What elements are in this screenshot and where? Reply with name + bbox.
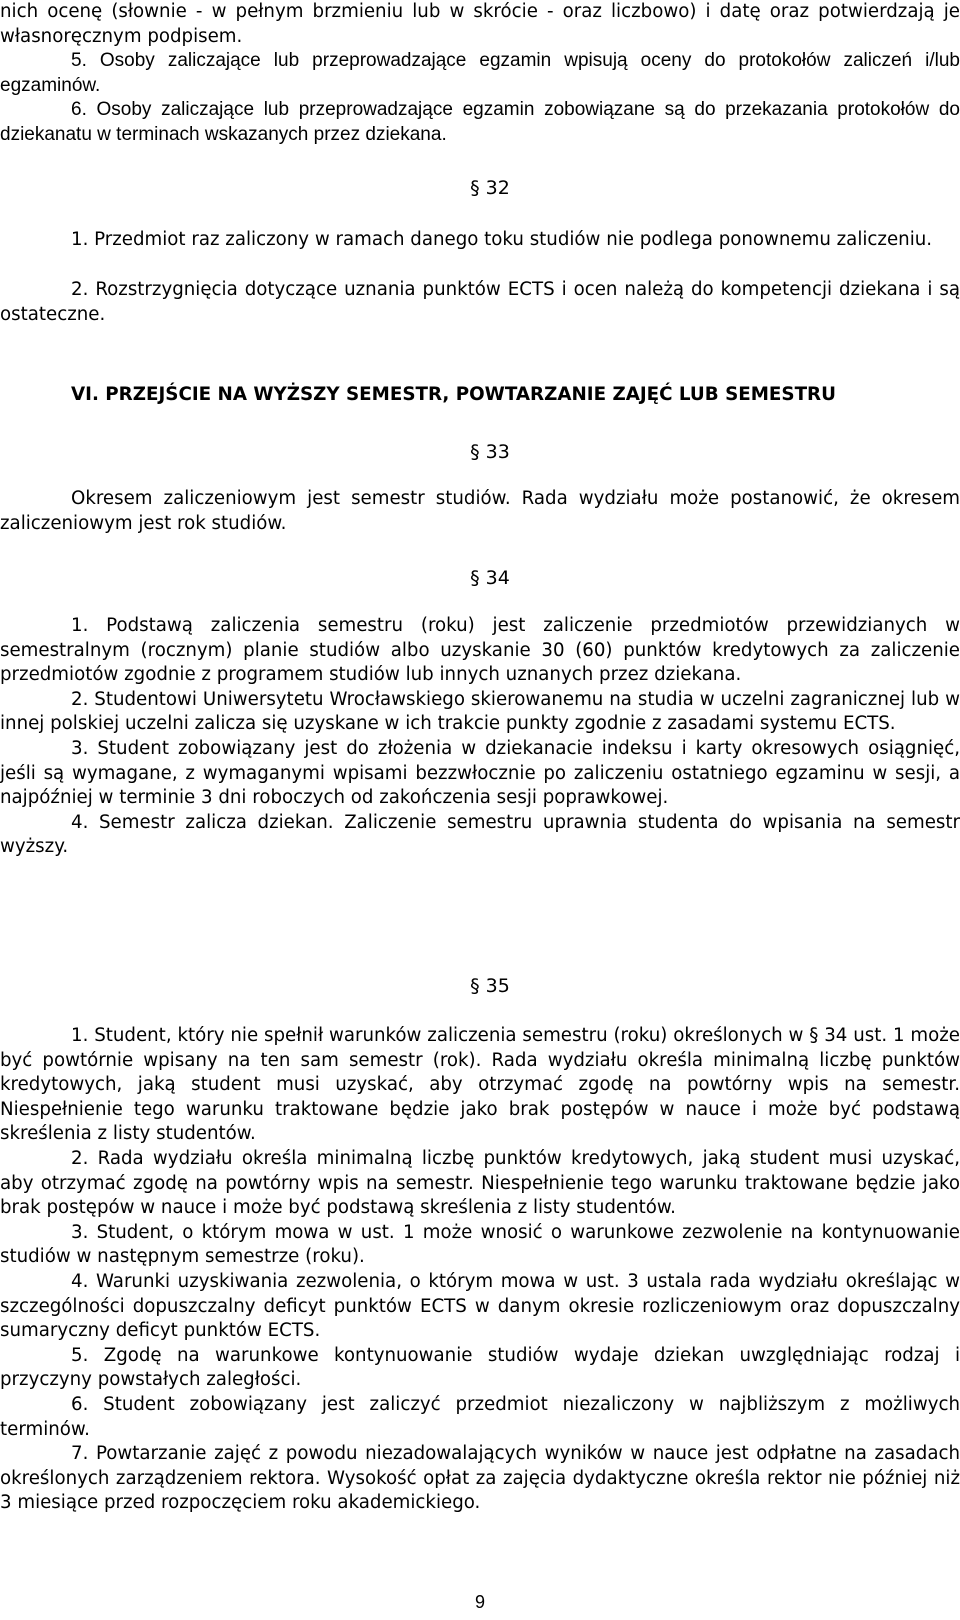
section-mark: § 32: [470, 177, 510, 199]
intro-item-5: 5. Osoby zaliczające lub przeprowadzające egzamin wpisują oceny do protokołów zaliczeń i/lub egzaminów.: [0, 50, 960, 96]
chapter-title: VI. PRZEJŚCIE NA WYŻSZY SEMESTR, POWTARZANIE ZAJĘĆ LUB SEMESTRU: [71, 384, 836, 405]
paragraph: 7. Powtarzanie zajęć z powodu niezadowalających wyników w nauce jest odpłatne na zasadach określonych zarządzeniem rektora. Wysokość opłat za zajęcia dydaktyczne określa rektor nie później niż 3 miesiące przed rozpoczęciem roku akademickiego.: [0, 1443, 960, 1514]
paragraph: 2. Studentowi Uniwersytetu Wrocławskiego skierowanemu na studia w uczelni zagranicznej lub w innej polskiej uczelni zalicza się uzyskane w ich trakcie punkty zgodnie z zasadami systemu ECTS.: [0, 688, 960, 735]
intro-continuation: nich ocenę (słownie - w pełnym brzmieniu lub w skrócie - oraz liczbowo) i datę oraz potwierdzają je własnoręcznym podpisem.: [0, 1, 960, 47]
section-32-item-2: [0, 278, 960, 327]
section-34-mark: [0, 566, 960, 591]
intro-block: [0, 0, 960, 148]
paragraph: 4. Semestr zalicza dziekan. Zaliczenie semestru uprawnia studenta do wpisania na semestr wyższy.: [0, 811, 960, 858]
section-mark: § 35: [470, 975, 510, 997]
section-35-body: [0, 1024, 960, 1516]
paragraph: 3. Student, o którym mowa w ust. 1 może wnosić o warunkowe zezwolenie na kontynuowanie studiów w następnym semestrze (roku).: [0, 1221, 960, 1268]
section-32-item-1: [0, 228, 960, 253]
intro-item-6: 6. Osoby zaliczające lub przeprowadzające egzamin zobowiązane są do przekazania protokołów do dziekanatu w terminach wskazanych przez dziekana.: [0, 99, 960, 145]
paragraph: 6. Student zobowiązany jest zaliczyć przedmiot niezaliczony w najbliższym z możliwych terminów.: [0, 1393, 960, 1440]
paragraph: 3. Student zobowiązany jest do złożenia w dziekanacie indeksu i karty okresowych osiągnięć, jeśli są wymagane, z wymaganymi wpisami bezzwłocznie po zaliczeniu ostatniego egzaminu w sesji, a najpóźniej w terminie 3 dni roboczych od zakończenia sesji poprawkowej.: [0, 737, 960, 809]
paragraph: 1. Student, który nie spełnił warunków zaliczenia semestru (roku) określonych w § 34 ust. 1 może być powtórnie wpisany na ten sam semestr (rok). Rada wydziału określa minimalną liczbę punktów kredytowych, jaką student musi uzyskać, aby otrzymać zgodę na powtórny wpis na semestr. Niespełnienie tego warunku traktowane będzie jako brak postępów w nauce i może być podstawą skreślenia z listy studentów.: [0, 1025, 960, 1145]
section-mark: § 34: [470, 567, 510, 589]
section-33-body: [0, 487, 960, 536]
paragraph: 2. Rozstrzygnięcia dotyczące uznania punktów ECTS i ocen należą do kompetencji dziekana i są ostateczne.: [0, 279, 960, 325]
section-35-mark: [0, 974, 960, 999]
section-mark: § 33: [470, 441, 510, 463]
paragraph: Okresem zaliczeniowym jest semestr studiów. Rada wydziału może postanowić, że okresem zaliczeniowym jest rok studiów.: [0, 488, 960, 534]
paragraph: 4. Warunki uzyskiwania zezwolenia, o którym mowa w ust. 3 ustala rada wydziału określając w szczególności dopuszczalny deficyt punktów ECTS w danym okresie rozliczeniowym oraz dopuszczalny sumaryczny deficyt punktów ECTS.: [0, 1270, 960, 1342]
paragraph: 1. Przedmiot raz zaliczony w ramach danego toku studiów nie podlega ponownemu zaliczeniu.: [71, 229, 933, 250]
chapter-heading: [0, 382, 960, 407]
section-32-mark: [0, 176, 960, 201]
section-34-body: [0, 614, 960, 860]
paragraph: 1. Podstawą zaliczenia semestru (roku) jest zaliczenie przedmiotów przewidzianych w semestralnym (rocznym) planie studiów albo uzyskanie 30 (60) punktów kredytowych za zaliczenie przedmiotów zgodnie z programem studiów lub innych uznanych przez dziekana.: [0, 615, 960, 686]
page-number: 9: [474, 1592, 485, 1612]
paragraph: 5. Zgodę na warunkowe kontynuowanie studiów wydaje dziekan uwzględniając rodzaj i przyczyny powstałych zaległości.: [0, 1344, 960, 1391]
paragraph: 2. Rada wydziału określa minimalną liczbę punktów kredytowych, jaką student musi uzyskać, aby otrzymać zgodę na powtórny wpis na semestr. Niespełnienie tego warunku traktowane będzie jako brak postępów w nauce i może być podstawą skreślenia z listy studentów.: [0, 1147, 960, 1219]
section-33-mark: [0, 440, 960, 465]
